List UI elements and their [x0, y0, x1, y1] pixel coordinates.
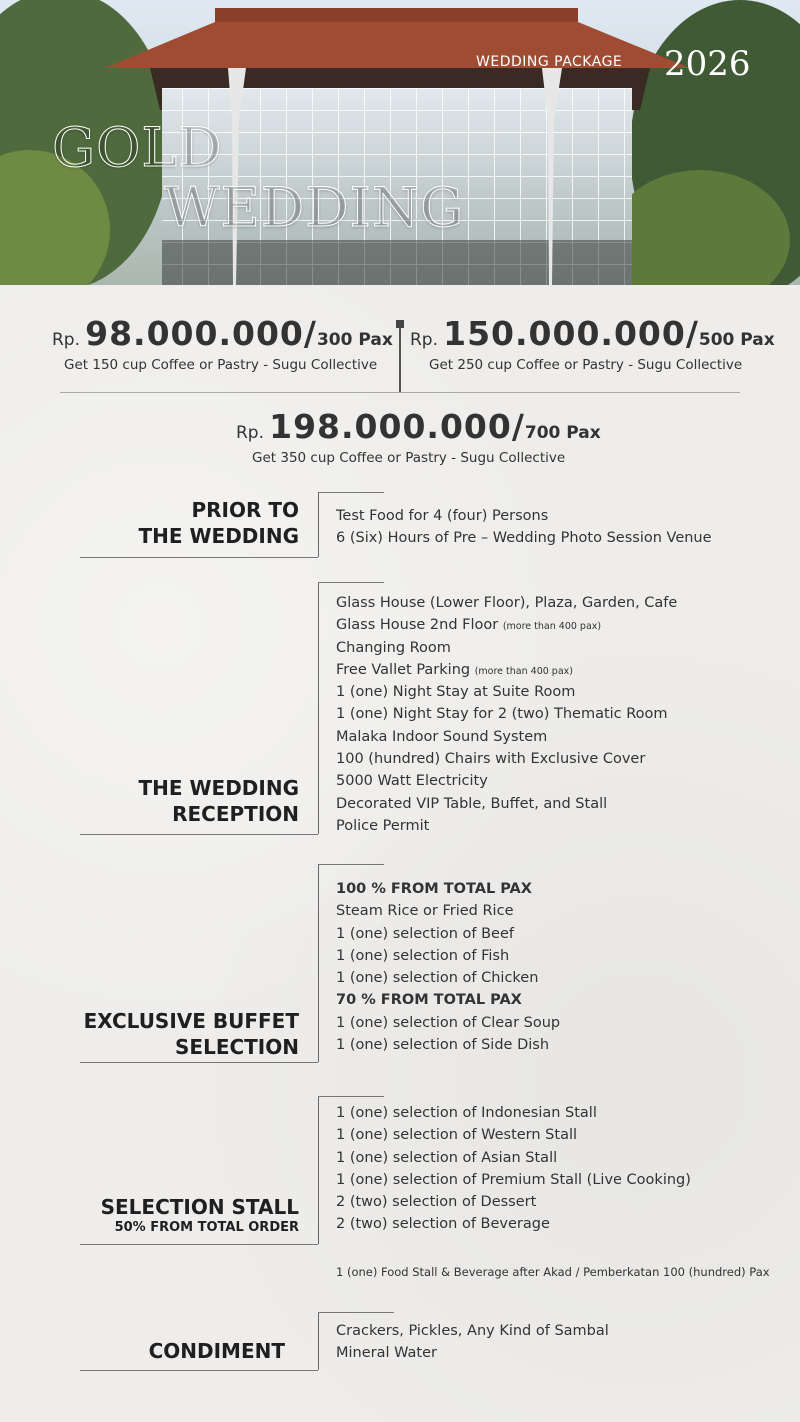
heading-line: SELECTION	[175, 1035, 299, 1059]
list-item	[336, 659, 677, 681]
list-item: 1 (one) selection of Clear Soup	[336, 1014, 561, 1031]
price-amount: 198.000.000/	[269, 407, 525, 446]
list-item: Crackers, Pickles, Any Kind of Sambal	[336, 1323, 609, 1339]
prior-heading	[138, 497, 299, 549]
item-text: Glass House 2nd Floor	[336, 617, 499, 634]
title-line-2: WEDDING	[164, 176, 465, 239]
list-item: 1 (one) selection of Indonesian Stall	[336, 1105, 597, 1121]
pax-count: 500 Pax	[698, 330, 775, 350]
list-item: 2 (two) selection of Beverage	[336, 1216, 550, 1233]
pax-count: 700 Pax	[524, 423, 601, 443]
currency: Rp.	[410, 330, 439, 350]
price-300-pax	[52, 314, 393, 353]
list-item: Steam Rice or Fried Rice	[336, 903, 514, 920]
list-item: 2 (two) selection of Dessert	[336, 1194, 537, 1211]
list-item: 1 (one) selection of Beef	[336, 925, 515, 942]
list-item: 1 (one) selection of Western Stall	[336, 1127, 578, 1144]
reception-list	[336, 592, 677, 837]
currency: Rp.	[236, 423, 265, 443]
stall-list	[336, 1102, 691, 1236]
hero-image	[0, 0, 800, 285]
section-underline	[80, 1370, 318, 1371]
section-bracket	[318, 1096, 319, 1244]
list-item	[336, 614, 677, 636]
prior-list	[336, 505, 712, 550]
condiment-list	[336, 1320, 609, 1365]
price-700-pax	[236, 407, 601, 446]
list-item: 1 (one) selection of Premium Stall (Live Cooking)	[336, 1171, 691, 1188]
reception-heading	[138, 775, 299, 827]
list-item: 1 (one) Night Stay at Suite Room	[336, 684, 576, 701]
list-item: 1 (one) Night Stay for 2 (two) Thematic Room	[336, 706, 668, 723]
section-underline	[80, 1062, 318, 1063]
list-item: Glass House (Lower Floor), Plaza, Garden, Cafe	[336, 595, 678, 611]
group-heading: 100 % FROM TOTAL PAX	[336, 881, 532, 897]
list-item: Changing Room	[336, 639, 451, 656]
stall-heading	[101, 1194, 299, 1236]
section-bracket-top	[318, 492, 384, 493]
section-bracket	[318, 582, 319, 834]
package-year: 2026	[664, 44, 751, 84]
heading-line: EXCLUSIVE BUFFET	[83, 1009, 299, 1033]
list-item: 1 (one) selection of Asian Stall	[336, 1149, 558, 1166]
section-bracket	[318, 864, 319, 1062]
group-heading: 70 % FROM TOTAL PAX	[336, 992, 522, 1009]
item-note: (more than 400 pax)	[474, 665, 573, 677]
price-amount: 98.000.000/	[85, 314, 317, 353]
section-bracket-top	[318, 864, 384, 865]
heading-line: PRIOR TO	[191, 498, 299, 522]
section-bracket-top	[318, 582, 384, 583]
price-bonus: Get 150 cup Coffee or Pastry - Sugu Collective	[64, 357, 378, 373]
price-separator	[60, 392, 740, 393]
section-bracket	[318, 1312, 319, 1370]
list-item: Malaka Indoor Sound System	[336, 728, 548, 745]
list-item: Police Permit	[336, 817, 430, 834]
section-bracket	[318, 492, 319, 557]
package-label: WEDDING PACKAGE	[476, 54, 623, 70]
list-item: Mineral Water	[336, 1345, 437, 1362]
buffet-list	[336, 878, 560, 1056]
heading-line: THE WEDDING	[138, 524, 299, 548]
price-500-pax	[410, 314, 775, 353]
list-item: 100 (hundred) Chairs with Exclusive Cover	[336, 751, 646, 768]
section-underline	[80, 557, 318, 558]
heading-line: THE WEDDING	[138, 776, 299, 800]
heading-line: CONDIMENT	[148, 1339, 285, 1363]
list-item: 1 (one) selection of Side Dish	[336, 1037, 550, 1054]
price-amount: 150.000.000/	[443, 314, 699, 353]
pax-count: 300 Pax	[316, 330, 393, 350]
heading-line: RECEPTION	[172, 802, 299, 826]
section-bracket-top	[318, 1096, 384, 1097]
list-item: 5000 Watt Electricity	[336, 773, 488, 790]
section-underline	[80, 834, 318, 835]
stall-footnote: 1 (one) Food Stall & Beverage after Akad / Pemberkatan 100 (hundred) Pax	[336, 1265, 770, 1279]
price-bonus: Get 250 cup Coffee or Pastry - Sugu Collective	[429, 357, 743, 373]
list-item: 1 (one) selection of Chicken	[336, 970, 539, 987]
list-item: Decorated VIP Table, Buffet, and Stall	[336, 795, 608, 812]
list-item: 1 (one) selection of Fish	[336, 947, 510, 964]
price-divider	[399, 322, 401, 392]
section-bracket-top	[318, 1312, 394, 1313]
list-item: 6 (Six) Hours of Pre – Wedding Photo Session Venue	[336, 530, 712, 547]
heading-line: SELECTION STALL	[100, 1195, 299, 1219]
divider-marker	[396, 320, 404, 328]
price-bonus: Get 350 cup Coffee or Pastry - Sugu Collective	[252, 450, 566, 466]
section-underline	[80, 1244, 318, 1245]
package-title	[52, 118, 464, 238]
buffet-heading	[84, 1008, 299, 1060]
heading-subline: 50% FROM TOTAL ORDER	[114, 1220, 299, 1235]
title-line-1: GOLD	[52, 116, 223, 179]
currency: Rp.	[52, 330, 81, 350]
item-note: (more than 400 pax)	[502, 621, 602, 633]
item-text: Free Vallet Parking	[336, 661, 471, 678]
list-item: Test Food for 4 (four) Persons	[336, 508, 549, 524]
condiment-heading	[149, 1338, 285, 1364]
